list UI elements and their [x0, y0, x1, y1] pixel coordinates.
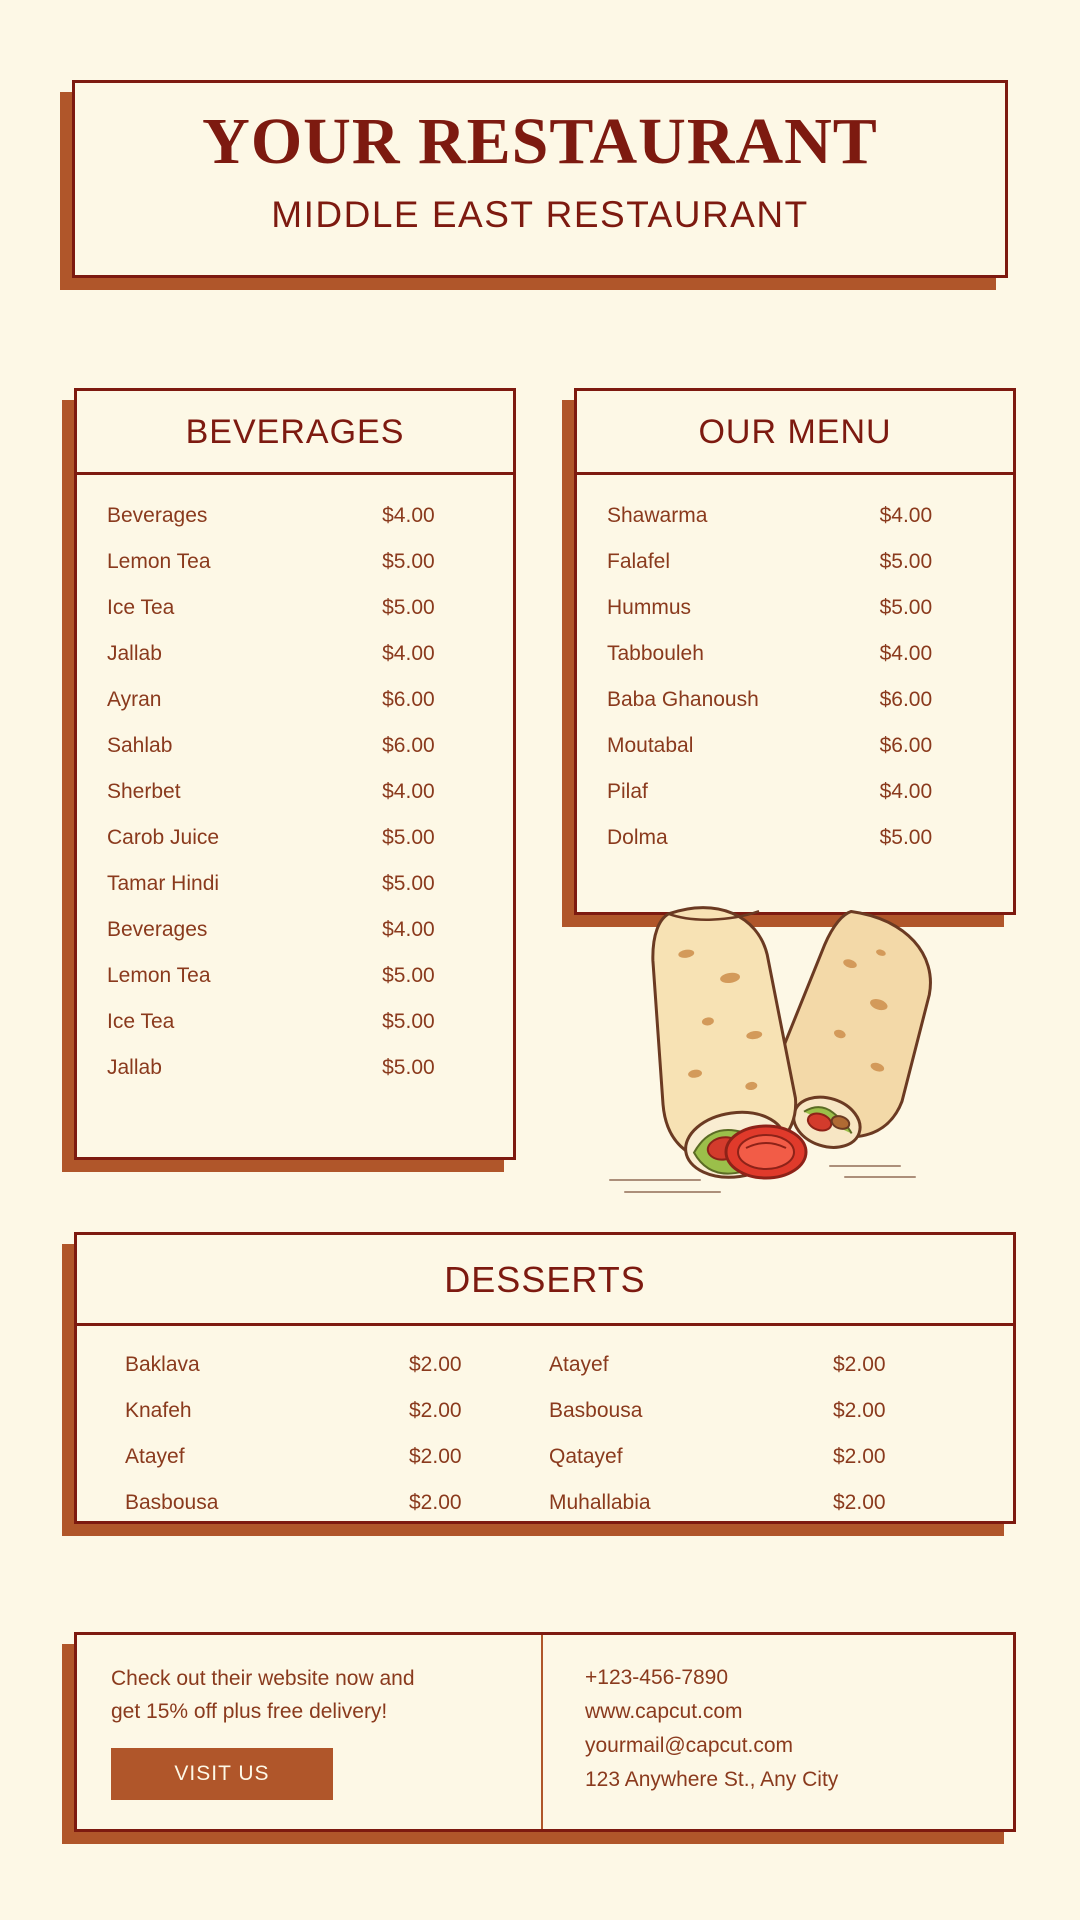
list-item	[107, 1045, 483, 1091]
list-item	[107, 493, 483, 539]
item-price: $4.00	[382, 642, 435, 665]
list-item	[607, 585, 983, 631]
item-name: Baba Ghanoush	[607, 688, 759, 711]
footer-promo-section	[77, 1635, 543, 1829]
header-panel-inner	[72, 80, 1008, 278]
footer-panel-inner	[74, 1632, 1016, 1832]
promo-line-1: Check out their website now and	[111, 1667, 415, 1690]
item-price: $2.00	[409, 1353, 462, 1376]
item-price: $2.00	[409, 1445, 462, 1468]
item-name: Basbousa	[125, 1491, 219, 1514]
item-price: $4.00	[879, 642, 933, 665]
item-name: Lemon Tea	[107, 550, 211, 573]
item-name: Qatayef	[549, 1445, 623, 1468]
desserts-grid	[77, 1326, 1013, 1542]
footer-contact-section	[543, 1635, 1013, 1829]
visit-us-button[interactable]: VISIT US	[111, 1748, 333, 1800]
item-name: Dolma	[607, 826, 668, 849]
list-item	[107, 815, 483, 861]
list-item	[125, 1388, 549, 1434]
promo-text	[111, 1663, 507, 1728]
item-name: Pilaf	[607, 780, 648, 803]
item-price: $6.00	[382, 688, 435, 711]
item-name: Muhallabia	[549, 1491, 651, 1514]
footer-content	[77, 1635, 1013, 1829]
restaurant-title: YOUR RESTAURANT	[202, 105, 878, 178]
item-price: $4.00	[382, 504, 435, 527]
item-price: $5.00	[382, 1010, 435, 1033]
list-item	[107, 861, 483, 907]
restaurant-subtitle: MIDDLE EAST RESTAURANT	[271, 194, 809, 236]
contact-website[interactable]: www.capcut.com	[585, 1700, 743, 1724]
item-name: Beverages	[107, 918, 208, 941]
item-name: Moutabal	[607, 734, 694, 757]
item-price: $2.00	[833, 1399, 886, 1422]
item-price: $6.00	[382, 734, 435, 757]
list-item	[107, 907, 483, 953]
item-price: $2.00	[409, 1399, 462, 1422]
item-name: Ice Tea	[107, 1010, 175, 1033]
header-panel	[72, 80, 1008, 278]
item-name: Beverages	[107, 504, 208, 527]
list-item	[107, 723, 483, 769]
item-price: $5.00	[879, 550, 933, 573]
item-name: Tabbouleh	[607, 642, 704, 665]
contact-address: 123 Anywhere St., Any City	[585, 1768, 839, 1792]
item-name: Carob Juice	[107, 826, 220, 849]
item-name: Shawarma	[607, 504, 708, 527]
item-price: $6.00	[879, 734, 933, 757]
list-item	[607, 769, 983, 815]
item-name: Sahlab	[107, 734, 173, 757]
list-item	[107, 631, 483, 677]
list-item	[549, 1480, 973, 1526]
list-item	[107, 677, 483, 723]
list-item	[125, 1480, 549, 1526]
item-name: Atayef	[125, 1445, 185, 1468]
beverages-panel	[74, 388, 516, 1160]
promo-line-2: get 15% off plus free delivery!	[111, 1699, 388, 1723]
item-price: $4.00	[879, 504, 933, 527]
desserts-heading: DESSERTS	[77, 1235, 1013, 1326]
list-item	[107, 539, 483, 585]
list-item	[549, 1434, 973, 1480]
desserts-column-left	[125, 1342, 549, 1526]
list-item	[607, 493, 983, 539]
item-price: $4.00	[382, 918, 435, 941]
item-name: Ayran	[107, 688, 162, 711]
list-item	[549, 1388, 973, 1434]
item-price: $5.00	[382, 964, 435, 987]
list-item	[107, 953, 483, 999]
beverages-panel-inner	[74, 388, 516, 1160]
item-name: Baklava	[125, 1353, 200, 1376]
list-item	[607, 815, 983, 861]
list-item	[107, 999, 483, 1045]
item-price: $2.00	[833, 1491, 886, 1514]
item-name: Atayef	[549, 1353, 609, 1376]
list-item	[607, 539, 983, 585]
item-name: Jallab	[107, 1056, 162, 1079]
item-name: Ice Tea	[107, 596, 175, 619]
footer-panel	[74, 1632, 1016, 1832]
item-name: Sherbet	[107, 780, 181, 803]
item-price: $5.00	[382, 872, 435, 895]
desserts-column-right	[549, 1342, 973, 1526]
list-item	[107, 769, 483, 815]
list-item	[607, 631, 983, 677]
item-name: Knafeh	[125, 1399, 192, 1422]
list-item	[549, 1342, 973, 1388]
item-price: $5.00	[382, 550, 435, 573]
list-item	[125, 1342, 549, 1388]
item-price: $4.00	[879, 780, 933, 803]
item-price: $5.00	[879, 826, 933, 849]
beverages-list	[77, 475, 513, 1109]
item-price: $2.00	[409, 1491, 462, 1514]
item-price: $5.00	[382, 826, 435, 849]
our-menu-heading: OUR MENU	[577, 391, 1013, 475]
list-item	[125, 1434, 549, 1480]
item-price: $4.00	[382, 780, 435, 803]
list-item	[107, 585, 483, 631]
item-price: $5.00	[879, 596, 933, 619]
item-name: Lemon Tea	[107, 964, 211, 987]
shawarma-wrap-illustration	[570, 880, 970, 1230]
our-menu-list	[577, 475, 1013, 879]
item-price: $2.00	[833, 1445, 886, 1468]
our-menu-panel-inner	[574, 388, 1016, 915]
item-price: $2.00	[833, 1353, 886, 1376]
list-item	[607, 677, 983, 723]
beverages-heading: BEVERAGES	[77, 391, 513, 475]
item-name: Basbousa	[549, 1399, 643, 1422]
item-price: $6.00	[879, 688, 933, 711]
desserts-panel	[74, 1232, 1016, 1524]
desserts-panel-inner	[74, 1232, 1016, 1524]
list-item	[607, 723, 983, 769]
item-name: Hummus	[607, 596, 692, 619]
item-name: Jallab	[107, 642, 162, 665]
contact-phone[interactable]: +123-456-7890	[585, 1666, 729, 1689]
our-menu-panel	[574, 388, 1016, 915]
item-name: Falafel	[607, 550, 671, 573]
item-price: $5.00	[382, 1056, 435, 1079]
item-price: $5.00	[382, 596, 435, 619]
item-name: Tamar Hindi	[107, 872, 220, 895]
contact-email[interactable]: yourmail@capcut.com	[585, 1734, 794, 1758]
